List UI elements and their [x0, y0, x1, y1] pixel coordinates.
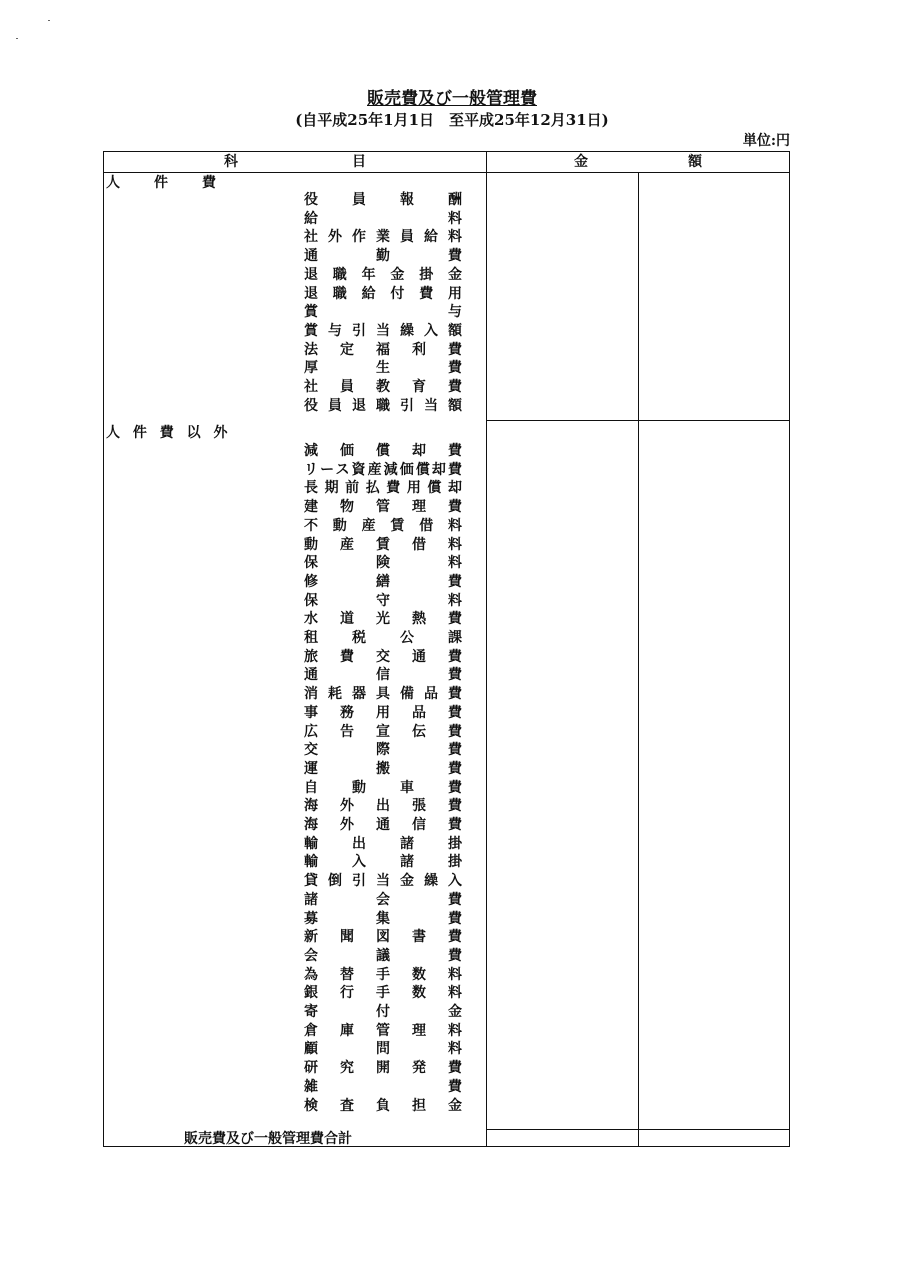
document-title: 販売費及び一般管理費: [367, 89, 537, 109]
unit-label: 単位:円: [742, 133, 790, 149]
expense-item-label: 保険料: [304, 555, 462, 572]
personnel-item-label: 役員報酬: [304, 192, 462, 208]
expense-item-label: 運搬費: [304, 760, 462, 777]
header-subject-left: 科: [224, 154, 238, 170]
expense-item-label: 動産賃借料: [304, 536, 462, 553]
expense-item-label: 研究開発費: [304, 1060, 462, 1077]
expense-item-label: リース資産減価償却費: [304, 461, 462, 478]
expense-item-label: 検査負担金: [304, 1097, 462, 1114]
expense-item-label: 自動車費: [304, 779, 462, 796]
expense-item-label: 輸出諸掛: [304, 835, 462, 852]
expense-item-label: 募集費: [304, 910, 462, 927]
expense-item-label: 輸入諸掛: [304, 854, 462, 871]
expense-item-label: 貸倒引当金繰入: [304, 873, 462, 890]
header-subject-right: 目: [352, 154, 366, 170]
scan-speck: [48, 20, 50, 21]
section-divider-rule: [486, 420, 789, 421]
expense-item-label: 倉庫管理料: [304, 1022, 462, 1039]
total-top-rule: [486, 1129, 789, 1130]
expense-item-label: 租税公課: [304, 630, 462, 646]
personnel-item-label: 賞与引当繰入額: [304, 322, 462, 339]
category-non-personnel: 人 件 費 以 外: [106, 425, 232, 441]
personnel-item-label: 退職給付費用: [304, 285, 462, 302]
personnel-item-label: 退職年金掛金: [304, 266, 462, 283]
personnel-item-label: 法定福利費: [304, 341, 462, 358]
expense-item-label: 広告宣伝費: [304, 723, 462, 740]
expense-item-label: 修繕費: [304, 573, 462, 590]
expense-item-label: 消耗器具備品費: [304, 686, 462, 703]
expense-item-label: 新聞図書費: [304, 929, 462, 946]
expense-item-label: 海外出張費: [304, 798, 462, 815]
expense-table: [103, 151, 790, 1147]
personnel-item-label: 通勤費: [304, 248, 462, 265]
expense-item-label: 寄付金: [304, 1004, 462, 1020]
personnel-item-label: 厚生費: [304, 360, 462, 377]
expense-item-label: 建物管理費: [304, 499, 462, 516]
personnel-item-label: 社外作業員給料: [304, 229, 462, 246]
expense-item-label: 諸会費: [304, 891, 462, 908]
expense-item-label: 保守料: [304, 592, 462, 609]
category-personnel: 人 件 費: [106, 175, 226, 191]
expense-item-label: 海外通信費: [304, 817, 462, 833]
personnel-item-label: 役員退職引当額: [304, 397, 462, 414]
expense-item-label: 銀行手数料: [304, 985, 462, 1002]
expense-item-label: 会議費: [304, 947, 462, 964]
expense-item-label: 不動産賃借料: [304, 517, 462, 534]
expense-item-label: 旅費交通費: [304, 648, 462, 665]
expense-item-label: 通信費: [304, 667, 462, 684]
personnel-item-label: 賞与: [304, 304, 462, 321]
expense-item-label: 交際費: [304, 742, 462, 759]
expense-item-label: 長期前払費用償却: [304, 480, 462, 497]
subject-amount-divider: [486, 152, 487, 1146]
expense-item-label: 顧問料: [304, 1041, 462, 1058]
expense-item-label: 水道光熱費: [304, 611, 462, 628]
scan-speck: [16, 38, 18, 39]
header-amount-left: 金: [574, 154, 588, 170]
expense-item-label: 為替手数料: [304, 966, 462, 983]
amount-column-divider: [638, 172, 639, 1146]
expense-item-label: 減価償却費: [304, 443, 462, 459]
expense-item-label: 雑費: [304, 1078, 462, 1095]
header-bottom-rule: [104, 172, 789, 173]
expense-item-label: 事務用品費: [304, 704, 462, 721]
fiscal-period: (自平成25年1月1日 至平成25年12月31日): [295, 111, 609, 129]
header-amount-right: 額: [688, 154, 702, 170]
personnel-item-label: 給料: [304, 210, 462, 227]
total-label: 販売費及び一般管理費合計: [184, 1131, 352, 1147]
personnel-item-label: 社員教育費: [304, 379, 462, 395]
